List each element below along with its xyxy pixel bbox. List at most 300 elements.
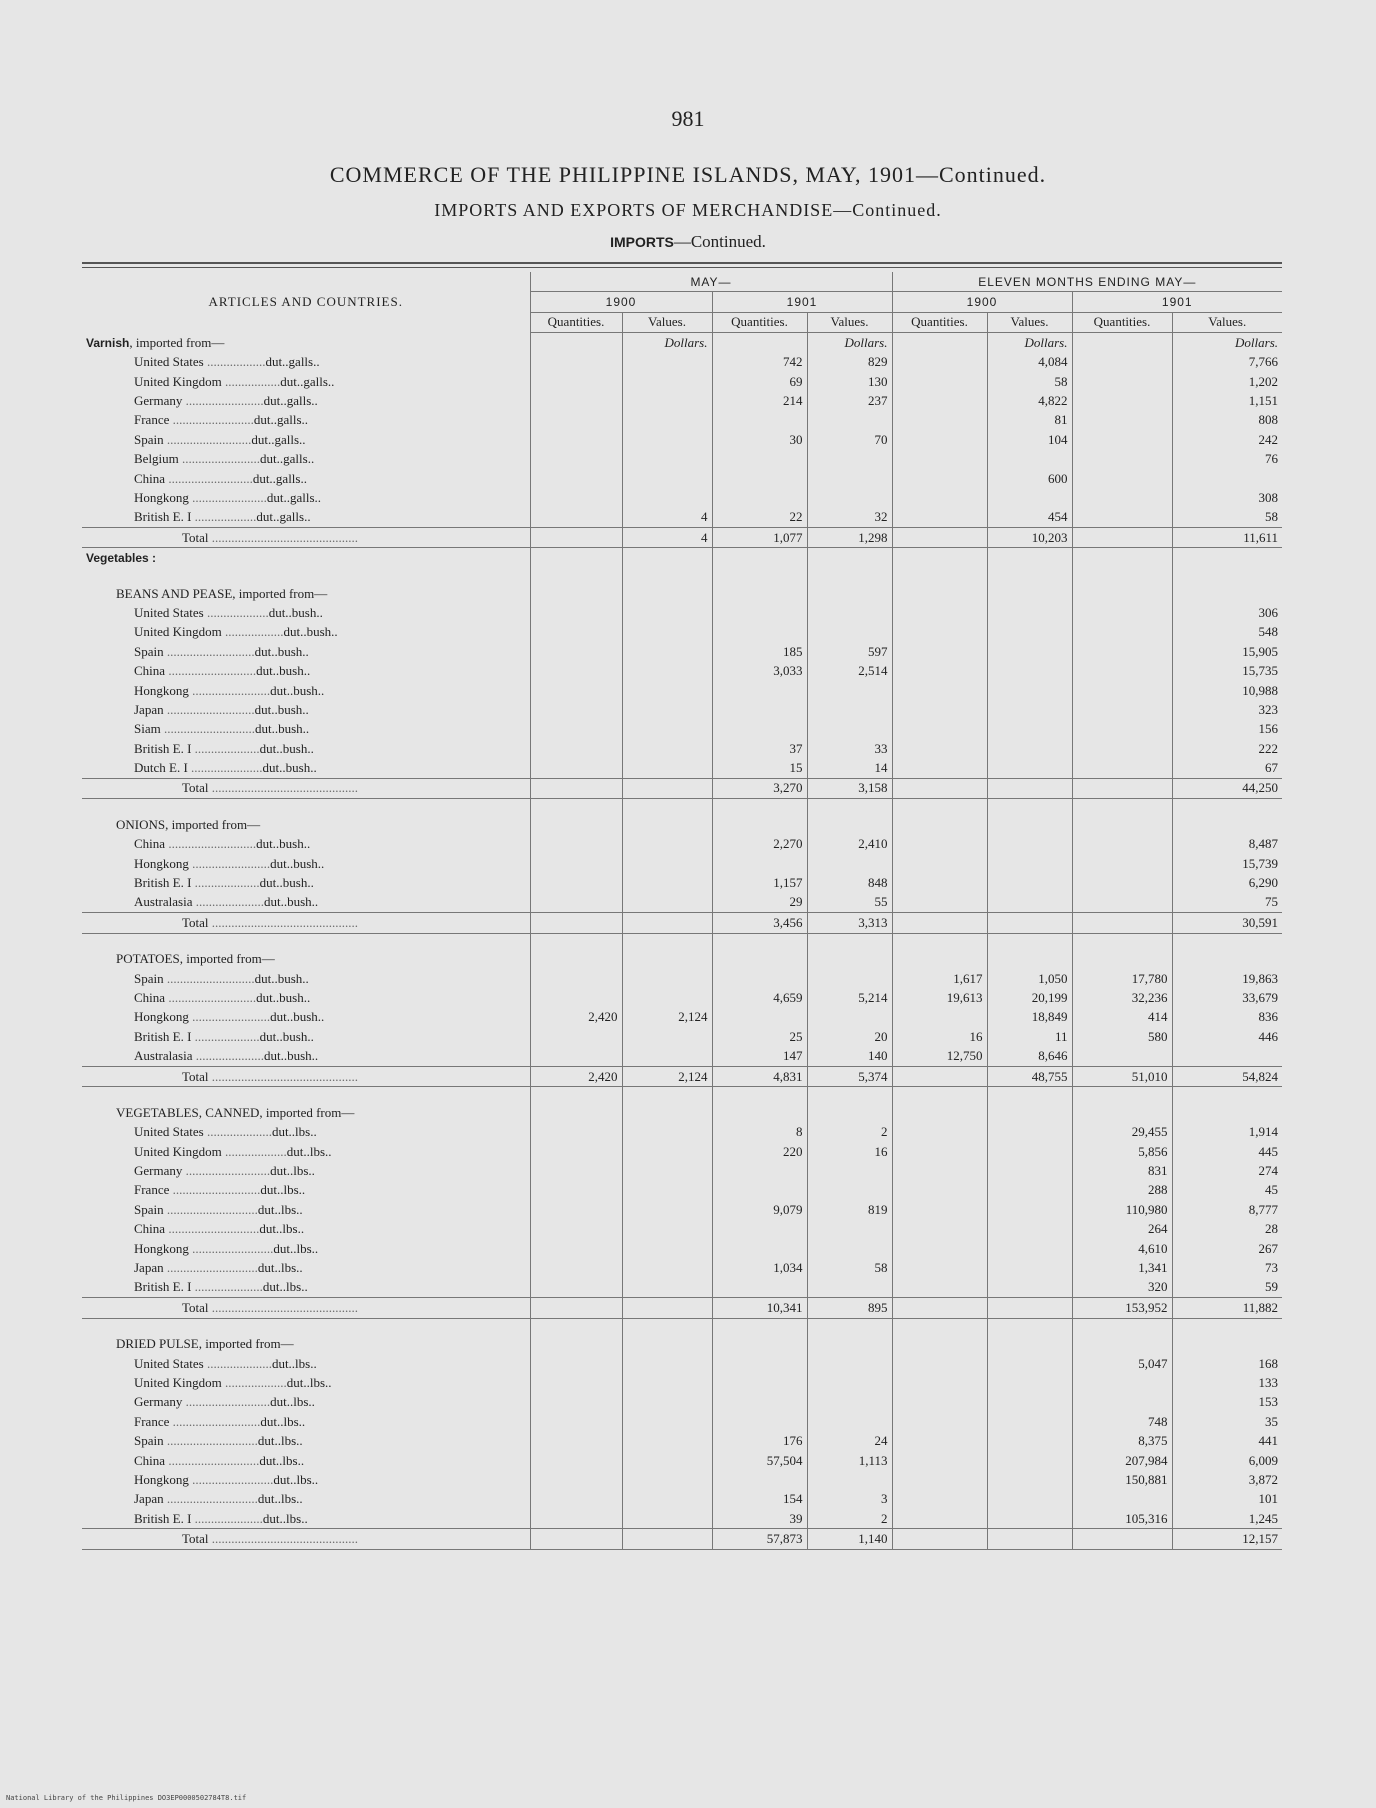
value-cell bbox=[622, 1220, 712, 1239]
table-row bbox=[82, 873, 1282, 892]
value-cell bbox=[622, 739, 712, 758]
value-cell: 37 bbox=[712, 739, 807, 758]
total-value-cell: 3,270 bbox=[712, 778, 807, 798]
total-label-cell bbox=[82, 1298, 530, 1318]
value-cell: 819 bbox=[807, 1200, 892, 1219]
commerce-table bbox=[82, 272, 1282, 1550]
dot-leader: ........................... bbox=[165, 836, 257, 852]
spacer-row bbox=[82, 799, 1282, 816]
country-cell bbox=[82, 1470, 530, 1489]
value-cell: 16 bbox=[892, 1027, 987, 1046]
total-label: Total bbox=[182, 1299, 209, 1315]
country-name: Hongkong bbox=[134, 855, 189, 871]
total-value-cell: 1,140 bbox=[807, 1529, 892, 1549]
unit-cell bbox=[712, 548, 807, 568]
table-row bbox=[82, 835, 1282, 854]
value-cell: 9,079 bbox=[712, 1200, 807, 1219]
value-cell bbox=[622, 1181, 712, 1200]
value-cell bbox=[987, 1258, 1072, 1277]
value-cell: 308 bbox=[1172, 488, 1282, 507]
country-cell bbox=[82, 893, 530, 913]
empty-cell bbox=[892, 568, 987, 584]
dot-leader: ............................ bbox=[163, 1260, 258, 1276]
value-cell: 580 bbox=[1072, 1027, 1172, 1046]
value-cell: 1,151 bbox=[1172, 391, 1282, 410]
value-cell bbox=[530, 1200, 622, 1219]
unit-cell bbox=[1072, 1103, 1172, 1122]
value-cell bbox=[622, 642, 712, 661]
value-cell: 742 bbox=[712, 353, 807, 372]
unit-label: dut..lbs.. bbox=[260, 1182, 306, 1198]
country-cell bbox=[82, 1354, 530, 1373]
value-cell: 8 bbox=[712, 1123, 807, 1142]
value-cell: 597 bbox=[807, 642, 892, 661]
section-heading-row bbox=[82, 1335, 1282, 1354]
table-row bbox=[82, 353, 1282, 372]
value-cell bbox=[622, 1142, 712, 1161]
dot-leader: ..................... bbox=[192, 894, 264, 910]
dot-leader: ................... bbox=[203, 604, 269, 620]
value-cell: 4,084 bbox=[987, 353, 1072, 372]
country-name: Belgium bbox=[134, 451, 179, 467]
dot-leader: ........................ bbox=[178, 451, 261, 467]
unit-label: dut..lbs.. bbox=[273, 1471, 319, 1487]
unit-cell bbox=[530, 1335, 622, 1354]
unit-label: dut..lbs.. bbox=[271, 1355, 317, 1371]
unit-cell bbox=[530, 950, 622, 969]
country-cell bbox=[82, 488, 530, 507]
value-cell bbox=[892, 1509, 987, 1529]
total-value-cell bbox=[987, 1529, 1072, 1549]
value-cell bbox=[1072, 469, 1172, 488]
value-cell: 70 bbox=[807, 430, 892, 449]
value-cell bbox=[622, 1470, 712, 1489]
country-cell bbox=[82, 642, 530, 661]
total-label: Total bbox=[182, 914, 209, 930]
value-cell bbox=[1072, 450, 1172, 469]
value-cell bbox=[712, 1393, 807, 1412]
country-cell bbox=[82, 1046, 530, 1066]
total-label-cell bbox=[82, 913, 530, 933]
unit-cell bbox=[892, 950, 987, 969]
total-label: Total bbox=[182, 1531, 209, 1547]
value-cell bbox=[530, 642, 622, 661]
empty-cell bbox=[530, 568, 622, 584]
value-cell bbox=[892, 739, 987, 758]
value-cell bbox=[530, 1161, 622, 1180]
value-cell bbox=[622, 430, 712, 449]
total-value-cell bbox=[987, 778, 1072, 798]
value-cell bbox=[622, 893, 712, 913]
unit-label: dut..galls.. bbox=[260, 451, 315, 467]
unit-cell bbox=[892, 815, 987, 834]
country-name: Hongkong bbox=[134, 1240, 189, 1256]
value-cell bbox=[530, 508, 622, 528]
country-cell bbox=[82, 1027, 530, 1046]
table-row bbox=[82, 1123, 1282, 1142]
value-cell: 28 bbox=[1172, 1220, 1282, 1239]
value-cell bbox=[530, 469, 622, 488]
unit-cell bbox=[1172, 1335, 1282, 1354]
value-cell: 81 bbox=[987, 411, 1072, 430]
value-cell bbox=[622, 1278, 712, 1298]
dot-leader: ............................................. bbox=[208, 1531, 359, 1547]
section-heading-row bbox=[82, 548, 1282, 568]
country-name: Japan bbox=[134, 701, 164, 717]
total-value-cell bbox=[892, 1529, 987, 1549]
values-header: Values. bbox=[807, 312, 892, 332]
value-cell bbox=[530, 835, 622, 854]
value-cell bbox=[987, 1278, 1072, 1298]
unit-cell bbox=[987, 950, 1072, 969]
country-cell bbox=[82, 739, 530, 758]
table-row bbox=[82, 411, 1282, 430]
value-cell: 59 bbox=[1172, 1278, 1282, 1298]
spacer-cell bbox=[82, 568, 530, 584]
country-cell bbox=[82, 1008, 530, 1027]
country-name: Germany bbox=[134, 1394, 183, 1410]
value-cell bbox=[530, 988, 622, 1007]
table-row bbox=[82, 969, 1282, 988]
value-cell bbox=[530, 700, 622, 719]
table-row bbox=[82, 1451, 1282, 1470]
value-cell bbox=[987, 1354, 1072, 1373]
dot-leader: ............................................. bbox=[208, 780, 359, 796]
value-cell: 104 bbox=[987, 430, 1072, 449]
country-name: Spain bbox=[134, 431, 164, 447]
spacer-cell bbox=[82, 933, 530, 950]
dot-leader: .................... bbox=[191, 740, 260, 756]
total-value-cell: 4,831 bbox=[712, 1066, 807, 1086]
unit-label: dut..lbs.. bbox=[262, 1279, 308, 1295]
unit-label: dut..galls.. bbox=[253, 412, 309, 428]
table-row bbox=[82, 372, 1282, 391]
value-cell bbox=[892, 391, 987, 410]
dot-leader: ........................... bbox=[163, 701, 255, 717]
country-name: United Kingdom bbox=[134, 1375, 222, 1390]
table-row bbox=[82, 893, 1282, 913]
country-name: United States bbox=[134, 604, 204, 620]
value-cell: 58 bbox=[987, 372, 1072, 391]
value-cell bbox=[987, 1181, 1072, 1200]
empty-cell bbox=[712, 568, 807, 584]
dot-leader: ........................... bbox=[169, 1413, 261, 1429]
value-cell: 73 bbox=[1172, 1258, 1282, 1277]
empty-cell bbox=[892, 799, 987, 816]
section-heading-rest: , imported from— bbox=[165, 816, 261, 832]
value-cell bbox=[712, 469, 807, 488]
unit-cell bbox=[712, 333, 807, 353]
value-cell: 2,514 bbox=[807, 661, 892, 680]
value-cell bbox=[712, 603, 807, 622]
total-value-cell: 3,456 bbox=[712, 913, 807, 933]
unit-label: dut..lbs.. bbox=[257, 1491, 303, 1507]
value-cell bbox=[987, 1431, 1072, 1450]
value-cell bbox=[807, 1161, 892, 1180]
total-value-cell bbox=[1072, 1529, 1172, 1549]
value-cell bbox=[530, 450, 622, 469]
empty-cell bbox=[622, 799, 712, 816]
unit-cell bbox=[987, 815, 1072, 834]
unit-cell bbox=[622, 950, 712, 969]
value-cell bbox=[892, 835, 987, 854]
value-cell: 414 bbox=[1072, 1008, 1172, 1027]
value-cell bbox=[530, 873, 622, 892]
value-cell bbox=[622, 372, 712, 391]
value-cell bbox=[622, 1509, 712, 1529]
value-cell: 140 bbox=[807, 1046, 892, 1066]
unit-label: dut..bush.. bbox=[283, 624, 338, 640]
country-name: United Kingdom bbox=[134, 624, 222, 640]
total-value-cell: 3,158 bbox=[807, 778, 892, 798]
unit-cell bbox=[1072, 950, 1172, 969]
country-name: China bbox=[134, 836, 166, 852]
dot-leader: ............................ bbox=[165, 1221, 260, 1237]
total-value-cell: 1,298 bbox=[807, 528, 892, 548]
empty-cell bbox=[712, 1087, 807, 1104]
value-cell bbox=[622, 988, 712, 1007]
dot-leader: .................... bbox=[191, 875, 260, 891]
value-cell bbox=[892, 893, 987, 913]
value-cell: 10,988 bbox=[1172, 681, 1282, 700]
value-cell bbox=[530, 1278, 622, 1298]
country-cell bbox=[82, 1431, 530, 1450]
total-row bbox=[82, 913, 1282, 933]
value-cell bbox=[712, 681, 807, 700]
empty-cell bbox=[712, 1318, 807, 1335]
value-cell bbox=[622, 1046, 712, 1066]
country-name: China bbox=[134, 1452, 166, 1468]
value-cell bbox=[1072, 391, 1172, 410]
value-cell bbox=[987, 450, 1072, 469]
value-cell: 105,316 bbox=[1072, 1509, 1172, 1529]
total-value-cell bbox=[530, 528, 622, 548]
value-cell bbox=[807, 603, 892, 622]
value-cell bbox=[892, 603, 987, 622]
value-cell bbox=[712, 488, 807, 507]
dollars-unit-label: Dollars. bbox=[622, 333, 712, 353]
value-cell bbox=[622, 700, 712, 719]
country-cell bbox=[82, 623, 530, 642]
unit-label: dut..bush.. bbox=[262, 760, 317, 776]
value-cell: 58 bbox=[807, 1258, 892, 1277]
value-cell bbox=[1072, 854, 1172, 873]
value-cell: 11 bbox=[987, 1027, 1072, 1046]
value-cell bbox=[1072, 642, 1172, 661]
total-value-cell: 10,203 bbox=[987, 528, 1072, 548]
table-row bbox=[82, 1142, 1282, 1161]
dot-leader: ........................ bbox=[188, 1009, 271, 1025]
value-cell: 147 bbox=[712, 1046, 807, 1066]
value-cell: 274 bbox=[1172, 1161, 1282, 1180]
value-cell: 831 bbox=[1072, 1161, 1172, 1180]
country-name: United Kingdom bbox=[134, 1143, 222, 1159]
value-cell bbox=[530, 372, 622, 391]
value-cell bbox=[987, 1490, 1072, 1509]
dot-leader: ............................ bbox=[160, 721, 255, 737]
section-heading bbox=[82, 1103, 530, 1122]
value-cell: 19,613 bbox=[892, 988, 987, 1007]
unit-cell bbox=[530, 333, 622, 353]
total-value-cell bbox=[622, 1298, 712, 1318]
value-cell bbox=[987, 1412, 1072, 1431]
value-cell bbox=[712, 1470, 807, 1489]
value-cell: 7,766 bbox=[1172, 353, 1282, 372]
value-cell: 207,984 bbox=[1072, 1451, 1172, 1470]
value-cell bbox=[987, 488, 1072, 507]
value-cell bbox=[530, 1431, 622, 1450]
empty-cell bbox=[1072, 1318, 1172, 1335]
table-row bbox=[82, 681, 1282, 700]
dot-leader: ................... bbox=[191, 509, 257, 525]
unit-cell bbox=[807, 548, 892, 568]
unit-label: dut..lbs.. bbox=[260, 1413, 306, 1429]
total-value-cell: 895 bbox=[807, 1298, 892, 1318]
dot-leader: .......................... bbox=[163, 431, 252, 447]
value-cell bbox=[530, 1509, 622, 1529]
country-name: China bbox=[134, 470, 166, 486]
value-cell bbox=[807, 1354, 892, 1373]
total-label-cell bbox=[82, 1529, 530, 1549]
value-cell bbox=[807, 681, 892, 700]
value-cell bbox=[712, 1373, 807, 1392]
unit-cell bbox=[987, 1103, 1072, 1122]
value-cell bbox=[807, 1373, 892, 1392]
value-cell bbox=[892, 1258, 987, 1277]
value-cell bbox=[1072, 372, 1172, 391]
value-cell: 600 bbox=[987, 469, 1072, 488]
value-cell: 76 bbox=[1172, 450, 1282, 469]
table-row bbox=[82, 739, 1282, 758]
section-name: Varnish bbox=[86, 335, 130, 350]
dot-leader: ............................ bbox=[163, 1201, 258, 1217]
total-row bbox=[82, 528, 1282, 548]
value-cell bbox=[892, 1412, 987, 1431]
value-cell: 4 bbox=[622, 508, 712, 528]
total-value-cell bbox=[622, 1529, 712, 1549]
dot-leader: .................. bbox=[203, 354, 266, 370]
value-cell: 2 bbox=[807, 1509, 892, 1529]
unit-label: dut..lbs.. bbox=[259, 1452, 305, 1468]
value-cell bbox=[622, 835, 712, 854]
total-value-cell: 153,952 bbox=[1072, 1298, 1172, 1318]
section-title-bold: IMPORTS bbox=[610, 234, 674, 250]
value-cell bbox=[987, 1161, 1072, 1180]
scan-footer: National Library of the Philippines DO3EP0000502784T8.tif bbox=[6, 1794, 247, 1802]
value-cell: 32,236 bbox=[1072, 988, 1172, 1007]
spacer-cell bbox=[82, 799, 530, 816]
value-cell: 15,905 bbox=[1172, 642, 1282, 661]
page-subtitle: IMPORTS AND EXPORTS OF MERCHANDISE—Continued. bbox=[434, 200, 942, 220]
unit-cell bbox=[1172, 1103, 1282, 1122]
empty-cell bbox=[712, 933, 807, 950]
total-value-cell bbox=[622, 778, 712, 798]
value-cell: 8,777 bbox=[1172, 1200, 1282, 1219]
value-cell bbox=[622, 854, 712, 873]
value-cell: 1,157 bbox=[712, 873, 807, 892]
value-cell bbox=[807, 411, 892, 430]
section-name: VEGETABLES, CANNED bbox=[116, 1104, 260, 1120]
value-cell bbox=[892, 1490, 987, 1509]
value-cell bbox=[1072, 1373, 1172, 1392]
unit-label: dut..galls.. bbox=[263, 393, 318, 409]
table-row bbox=[82, 508, 1282, 528]
country-cell bbox=[82, 700, 530, 719]
country-name: Spain bbox=[134, 1433, 164, 1449]
value-cell: 133 bbox=[1172, 1373, 1282, 1392]
country-name: Hongkong bbox=[134, 1009, 189, 1025]
dot-leader: ................. bbox=[221, 373, 281, 389]
section-heading bbox=[82, 548, 530, 568]
value-cell bbox=[987, 1509, 1072, 1529]
unit-cell bbox=[892, 584, 987, 603]
table-row bbox=[82, 1239, 1282, 1258]
value-cell: 69 bbox=[712, 372, 807, 391]
value-cell bbox=[987, 1451, 1072, 1470]
total-value-cell bbox=[1072, 528, 1172, 548]
value-cell bbox=[1072, 603, 1172, 622]
value-cell bbox=[987, 854, 1072, 873]
unit-label: dut..lbs.. bbox=[259, 1221, 305, 1237]
value-cell: 14 bbox=[807, 758, 892, 778]
empty-cell bbox=[530, 1318, 622, 1335]
value-cell bbox=[987, 893, 1072, 913]
table-row bbox=[82, 1470, 1282, 1489]
value-cell: 3 bbox=[807, 1490, 892, 1509]
value-cell: 4,610 bbox=[1072, 1239, 1172, 1258]
unit-cell bbox=[712, 950, 807, 969]
value-cell bbox=[892, 411, 987, 430]
value-cell bbox=[892, 1393, 987, 1412]
value-cell bbox=[530, 758, 622, 778]
may-1901-header: 1901 bbox=[712, 292, 892, 312]
value-cell bbox=[892, 661, 987, 680]
total-value-cell bbox=[987, 913, 1072, 933]
value-cell bbox=[892, 353, 987, 372]
total-value-cell bbox=[892, 913, 987, 933]
empty-cell bbox=[1172, 799, 1282, 816]
empty-cell bbox=[1072, 1087, 1172, 1104]
page-number: 981 bbox=[671, 106, 705, 131]
value-cell bbox=[987, 661, 1072, 680]
value-cell: 20 bbox=[807, 1027, 892, 1046]
country-cell bbox=[82, 1278, 530, 1298]
country-name: Hongkong bbox=[134, 1471, 189, 1487]
country-cell bbox=[82, 1412, 530, 1431]
unit-cell bbox=[712, 1103, 807, 1122]
country-name: Spain bbox=[134, 970, 164, 986]
spacer-cell bbox=[82, 1318, 530, 1335]
total-value-cell: 54,824 bbox=[1172, 1066, 1282, 1086]
total-row bbox=[82, 1066, 1282, 1086]
country-cell bbox=[82, 1451, 530, 1470]
unit-label: dut..lbs.. bbox=[286, 1143, 332, 1159]
section-heading-rest: , imported from— bbox=[259, 1104, 355, 1120]
unit-cell bbox=[1172, 815, 1282, 834]
dot-leader: ........................ bbox=[188, 855, 271, 871]
value-cell: 19,863 bbox=[1172, 969, 1282, 988]
value-cell bbox=[622, 1258, 712, 1277]
dot-leader: ................... bbox=[221, 1143, 287, 1159]
country-cell bbox=[82, 681, 530, 700]
section-name: POTATOES bbox=[116, 951, 180, 967]
value-cell bbox=[530, 739, 622, 758]
country-name: China bbox=[134, 663, 166, 679]
country-cell bbox=[82, 661, 530, 680]
value-cell bbox=[892, 1181, 987, 1200]
value-cell bbox=[892, 642, 987, 661]
value-cell bbox=[987, 1373, 1072, 1392]
